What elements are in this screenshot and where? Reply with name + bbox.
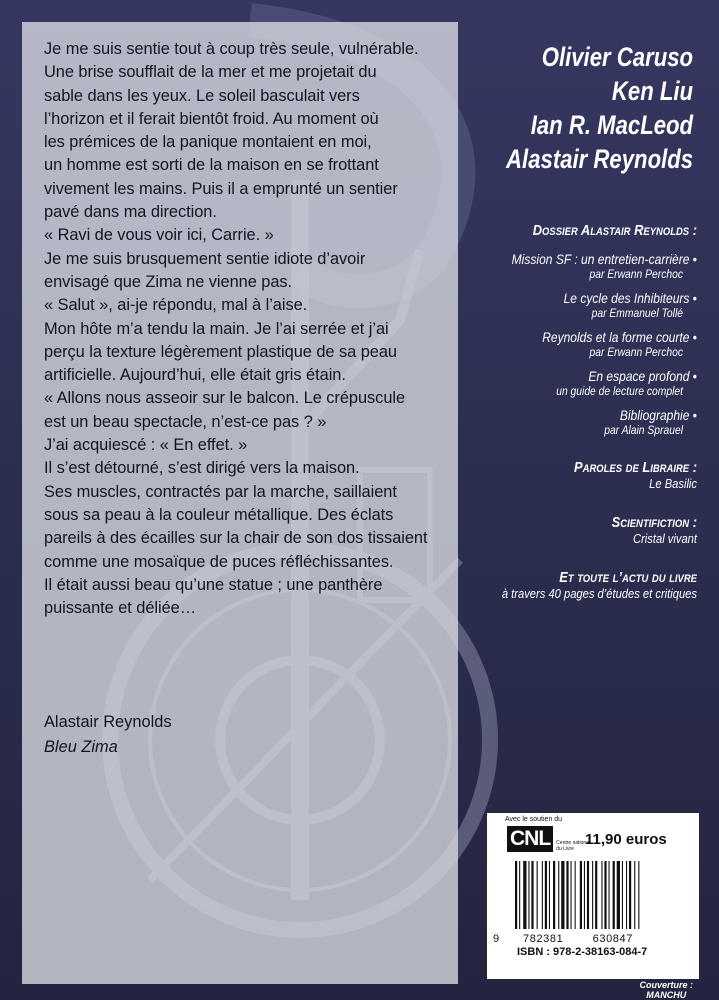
- excerpt-line: Il était aussi beau qu’une statue ; une panthère: [44, 575, 383, 594]
- barcode-bar: [542, 861, 543, 929]
- excerpt-text: [44, 38, 454, 620]
- price-box: [487, 813, 699, 979]
- barcode-bar: [609, 861, 610, 929]
- excerpt-line: pavé dans ma direction.: [44, 203, 217, 222]
- excerpt-line: vivement les mains. Puis il a emprunté un sentier: [44, 179, 398, 198]
- dossier-item-title: [491, 368, 697, 384]
- barcode-bar: [592, 861, 593, 929]
- dossier-item: [457, 290, 697, 320]
- bullet-icon: •: [692, 368, 697, 384]
- barcode-bar: [519, 861, 520, 929]
- barcode-digit-group: 630847: [592, 933, 633, 945]
- barcode-bar: [629, 861, 631, 929]
- support-text: Avec le soutien du: [505, 816, 563, 823]
- author-name: Olivier Caruso: [541, 42, 693, 72]
- dossier-item-title: [491, 290, 697, 306]
- excerpt-line: Une brise soufflait de la mer et me projetait du: [44, 63, 377, 82]
- dossier-item-title: [491, 407, 697, 423]
- barcode-bar: [561, 861, 564, 929]
- cnl-logo-caption: Centre national du Livre: [556, 840, 591, 852]
- excerpt-line: sable dans les yeux. Le soleil basculait vers: [44, 86, 360, 105]
- dossier-item-title-text: En espace profond: [588, 368, 690, 384]
- paroles-sub: Le Basilic: [649, 476, 697, 491]
- dossier-item-title-text: Mission SF : un entretien-carrière: [511, 251, 690, 267]
- actu-sub: à travers 40 pages d’études et critiques: [501, 586, 697, 601]
- author-name: Ken Liu: [611, 76, 693, 106]
- dossier-item-sub: un guide de lecture complet: [556, 384, 683, 398]
- excerpt-line: sous sa peau à la couleur métallique. Des éclats: [44, 505, 394, 524]
- excerpt-line: pareils à des écailles sur la chair de son dos tissaient: [44, 529, 428, 548]
- author-name: Ian R. MacLeod: [530, 110, 693, 140]
- barcode-bar: [617, 861, 620, 929]
- barcode-digit-group: 9: [493, 933, 500, 945]
- barcode-bar: [575, 861, 576, 929]
- scientifiction-sub: Cristal vivant: [632, 531, 697, 546]
- actu-section: [457, 569, 697, 602]
- dossier-items: [457, 251, 697, 437]
- dossier-item-sub: par Erwann Perchoc: [589, 345, 683, 359]
- dossier-item-sub: par Alain Sprauel: [604, 423, 683, 437]
- excerpt-line: puissante et déliée…: [44, 599, 197, 618]
- dossier-item: [457, 407, 697, 437]
- barcode-bar: [553, 861, 555, 929]
- contents-list: [457, 222, 697, 602]
- scientifiction-section: [457, 514, 697, 547]
- barcode-bar: [595, 861, 597, 929]
- dossier-heading: Dossier Alastair Reynolds :: [532, 222, 697, 239]
- barcode-bars: [515, 861, 691, 929]
- bullet-icon: •: [692, 251, 697, 267]
- cnl-logo: [507, 826, 590, 852]
- dossier-item-title: [491, 251, 697, 267]
- isbn: ISBN : 978-2-38163-084-7: [517, 946, 648, 958]
- excerpt-line: J’ai acquiescé : « En effet. »: [44, 436, 248, 455]
- barcode-bar: [584, 861, 585, 929]
- cover-credit-label: Couverture :: [639, 980, 693, 990]
- barcode-bar: [604, 861, 606, 929]
- barcode-bar: [587, 861, 589, 929]
- actu-heading: Et toute l’actu du livre: [559, 569, 697, 586]
- excerpt-line: « Allons nous asseoir sur le balcon. Le crépuscule: [44, 389, 406, 408]
- barcode-digit-group: 782381: [523, 933, 564, 945]
- barcode-bar: [549, 861, 550, 929]
- dossier-item-sub: par Emmanuel Tollé: [591, 306, 683, 320]
- barcode-digits: [493, 933, 633, 945]
- scientifiction-heading: Scientifiction :: [611, 514, 697, 531]
- excerpt-line: Mon hôte m’a tendu la main. Je l’ai serrée et j’ai: [44, 319, 389, 338]
- barcode-bar: [531, 861, 533, 929]
- barcode-bar: [622, 861, 623, 929]
- excerpt-line: « Salut », ai-je répondu, mal à l’aise.: [44, 296, 308, 315]
- excerpt-line: est un beau spectacle, n’est-ce pas ? »: [44, 412, 327, 431]
- barcode-bar: [523, 861, 526, 929]
- dossier-item-sub: par Erwann Perchoc: [589, 267, 683, 281]
- excerpt-line: Il s’est détourné, s’est dirigé vers la maison.: [44, 459, 360, 478]
- excerpt-line: l’horizon et il ferait bientôt froid. Au moment où: [44, 109, 379, 128]
- dossier-item: [457, 329, 697, 359]
- author-list: [465, 40, 693, 176]
- signature-author: Alastair Reynolds: [44, 713, 172, 731]
- cnl-logo-mark: CNL: [507, 826, 553, 852]
- excerpt-line: les prémices de la panique montaient en moi,: [44, 133, 372, 152]
- barcode-bar: [558, 861, 559, 929]
- barcode-bar: [537, 861, 538, 929]
- barcode-bar: [634, 861, 635, 929]
- barcode-bar: [613, 861, 615, 929]
- bullet-icon: •: [692, 407, 697, 423]
- price: 11,90 euros: [585, 831, 667, 848]
- cover-credit: [639, 980, 693, 1000]
- excerpt-line: perçu la texture légèrement plastique de sa peau: [44, 342, 397, 361]
- barcode-bar: [626, 861, 627, 929]
- dossier-item-title: [491, 329, 697, 345]
- author-name: Alastair Reynolds: [505, 144, 693, 174]
- excerpt-line: « Ravi de vous voir ici, Carrie. »: [44, 226, 274, 245]
- bullet-icon: •: [692, 290, 697, 306]
- dossier-item-title-text: Le cycle des Inhibiteurs: [563, 290, 690, 306]
- barcode-bar: [566, 861, 568, 929]
- barcode: [493, 861, 693, 943]
- signature-title: Bleu Zima: [44, 738, 118, 756]
- excerpt-line: Je me suis brusquement sentie idiote d’avoir: [44, 249, 366, 268]
- bullet-icon: •: [692, 329, 697, 345]
- paroles-heading: Paroles de Libraire :: [574, 459, 697, 476]
- excerpt-line: envisagé que Zima ne vienne pas.: [44, 272, 293, 291]
- dossier-item: [457, 251, 697, 281]
- barcode-bar: [601, 861, 602, 929]
- excerpt-line: comme une mosaïque de puces réfléchissantes.: [44, 552, 394, 571]
- barcode-bar: [528, 861, 529, 929]
- barcode-bar: [515, 861, 517, 929]
- barcode-bar: [571, 861, 572, 929]
- excerpt-line: Ses muscles, contractés par la marche, saillaient: [44, 482, 397, 501]
- barcode-bar: [580, 861, 582, 929]
- paroles-section: [457, 459, 697, 492]
- dossier-item-title-text: Reynolds et la forme courte: [542, 329, 690, 345]
- barcode-bar: [545, 861, 547, 929]
- barcode-bar: [638, 861, 639, 929]
- dossier-item: [457, 368, 697, 398]
- cover-credit-name: MANCHU: [646, 990, 687, 1000]
- excerpt-line: un homme est sorti de la maison en se frottant: [44, 156, 379, 175]
- excerpt-line: Je me suis sentie tout à coup très seule, vulnérable.: [44, 40, 419, 58]
- excerpt-signature: [44, 710, 172, 760]
- dossier-item-title-text: Bibliographie: [619, 407, 690, 423]
- excerpt-line: artificielle. Aujourd’hui, elle était gris étain.: [44, 366, 346, 385]
